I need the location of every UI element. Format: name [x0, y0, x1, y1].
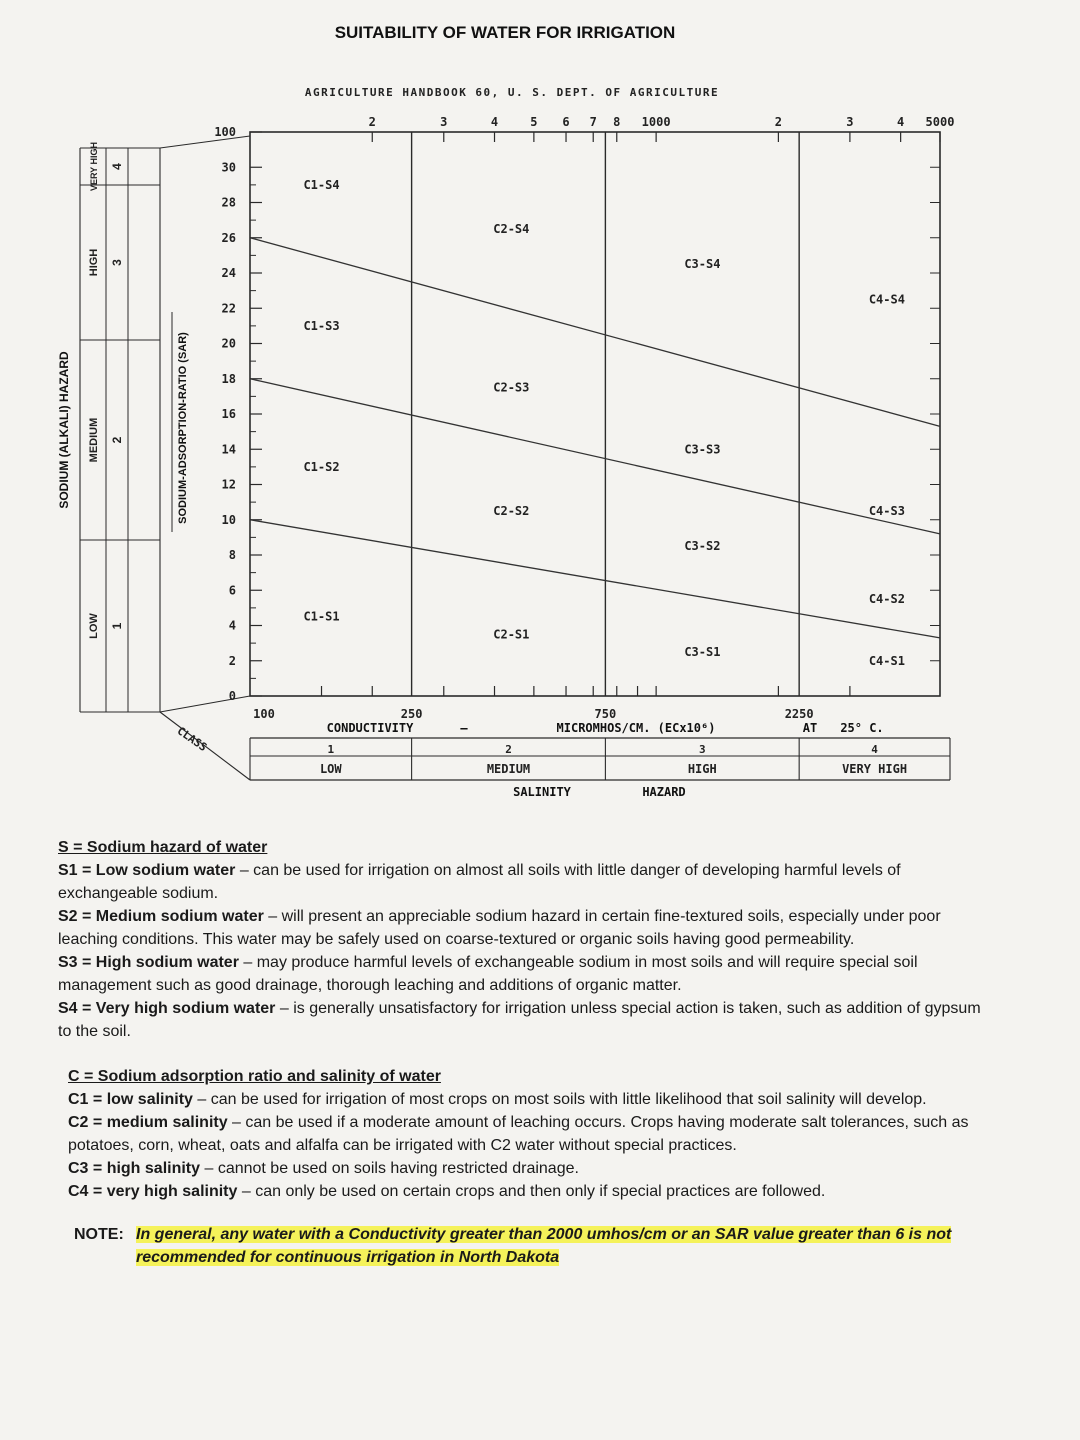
- x-top-tick-label: 3: [846, 115, 854, 129]
- x-top-tick-label: 2: [774, 115, 783, 129]
- y-axis-label: SODIUM-ADSORPTION-RATIO (SAR): [177, 332, 189, 524]
- c2-item: C2 = medium salinity – can be used if a moderate amount of leaching occurs. Crops having moderate salt tolerances, such as potatoes, corn, wheat, oats and alfalfa can be irrigated with C2 water without special practices.: [68, 1114, 969, 1154]
- x-axis-label-part: MICROMHOS/CM. (ECx10⁶): [556, 721, 716, 735]
- x-top-tick-label: 6: [562, 115, 570, 129]
- sodium-class-name: HIGH: [88, 248, 100, 277]
- y-tick-label: 10: [221, 512, 236, 527]
- y-tick-label: 4: [228, 618, 236, 633]
- x-top-tick-label: 2: [368, 115, 376, 129]
- sodium-class-name: MEDIUM: [88, 417, 100, 463]
- x-bottom-tick-label: 250: [400, 707, 423, 721]
- note: [58, 1223, 993, 1269]
- class-label: CLASS: [174, 724, 210, 754]
- x-top-tick-label: 4: [897, 115, 905, 129]
- salinity-class-number: 1: [327, 743, 335, 756]
- region-label-c3-s4: C3-S4: [684, 257, 721, 272]
- salinity-class-name: VERY HIGH: [842, 762, 908, 776]
- y-tick-label: 6: [228, 583, 236, 598]
- y-tick-label: 100: [214, 125, 236, 139]
- x-top-tick-label: 1000: [641, 115, 671, 129]
- y-tick-label: 24: [221, 266, 236, 280]
- sodium-class-name: VERY HIGH: [89, 141, 99, 192]
- note-label: NOTE:: [74, 1226, 124, 1243]
- s1-item: S1 = Low sodium water – can be used for irrigation on almost all soils with little danger of developing harmful levels of exchangeable sodium.: [58, 862, 901, 902]
- hazard-label: HAZARD: [642, 785, 686, 799]
- s4-item: S4 = Very high sodium water – is generally unsatisfactory for irrigation unless special action is taken, such as addition of gypsum to the soil.: [58, 1000, 981, 1040]
- salinity-label: SALINITY: [513, 785, 571, 799]
- x-axis-label-part: 25° C.: [840, 721, 884, 735]
- region-label-c4-s4: C4-S4: [868, 292, 905, 307]
- sodium-heading: S = Sodium hazard of water: [58, 839, 268, 856]
- sodium-class-name: LOW: [88, 613, 100, 639]
- c4-item: C4 = very high salinity – can only be used on certain crops and then only if special practices are followed.: [68, 1183, 826, 1200]
- sodium-boundary-s2-s3: [250, 379, 940, 534]
- y-tick-label: 14: [221, 442, 236, 457]
- legend-notes: [58, 836, 993, 1269]
- region-label-c2-s3: C2-S3: [493, 380, 530, 395]
- x-top-tick-label: 3: [440, 115, 448, 129]
- region-label-c4-s1: C4-S1: [868, 653, 905, 668]
- region-label-c1-s3: C1-S3: [303, 318, 340, 333]
- y-tick-label: 18: [221, 371, 236, 386]
- x-top-tick-label: 8: [613, 115, 621, 129]
- x-axis-label-part: —: [460, 721, 468, 735]
- c3-item: C3 = high salinity – cannot be used on soils having restricted drainage.: [68, 1160, 579, 1177]
- region-label-c1-s2: C1-S2: [303, 459, 340, 474]
- y-tick-label: 30: [221, 160, 236, 175]
- x-top-tick-label: 5: [530, 115, 538, 129]
- chart-subtitle: AGRICULTURE HANDBOOK 60, U. S. DEPT. OF AGRICULTURE: [304, 86, 720, 99]
- sodium-boundary-s1-s2: [250, 520, 940, 638]
- sodium-class-number: 2: [110, 436, 124, 444]
- region-label-c3-s3: C3-S3: [684, 442, 721, 457]
- sodium-hazard-label: SODIUM (ALKALI) HAZARD: [57, 351, 71, 509]
- y-tick-label: 2: [228, 653, 236, 668]
- x-axis-label-part: AT: [802, 721, 818, 735]
- region-label-c2-s1: C2-S1: [493, 627, 530, 642]
- region-label-c2-s2: C2-S2: [493, 503, 530, 518]
- salinity-class-name: MEDIUM: [486, 762, 531, 776]
- y-tick-label: 0: [228, 689, 236, 703]
- y-tick-label: 16: [221, 407, 236, 421]
- sodium-diagonal-bottom: [160, 696, 250, 712]
- x-top-tick-label: 7: [589, 115, 597, 129]
- sodium-class-number: 4: [110, 163, 124, 170]
- chart-title: SUITABILITY OF WATER FOR IRRIGATION: [334, 23, 676, 42]
- x-bottom-tick-label: 100: [253, 707, 275, 721]
- x-bottom-tick-label: 750: [594, 707, 617, 721]
- sodium-class-number: 1: [110, 622, 124, 630]
- salinity-class-number: 2: [505, 743, 512, 756]
- region-label-c1-s1: C1-S1: [303, 609, 340, 624]
- region-label-c2-s4: C2-S4: [493, 221, 530, 236]
- x-top-tick-label: 4: [490, 115, 499, 129]
- salinity-class-name: LOW: [319, 762, 342, 776]
- sodium-class-number: 3: [110, 259, 124, 266]
- salinity-heading: C = Sodium adsorption ratio and salinity of water: [68, 1068, 441, 1085]
- salinity-class-number: 3: [698, 743, 706, 756]
- region-label-c3-s2: C3-S2: [684, 539, 721, 554]
- region-label-c1-s4: C1-S4: [303, 177, 340, 192]
- sodium-boundary-s3-s4: [250, 238, 940, 427]
- y-tick-label: 8: [228, 548, 236, 562]
- plot-border: [250, 132, 940, 696]
- x-top-tick-label: 5000: [925, 115, 955, 129]
- note-text: In general, any water with a Conductivity greater than 2000 umhos/cm or an SAR value greater than 6 is not recommended for continuous irrigation in North Dakota: [136, 1226, 952, 1266]
- x-bottom-tick-label: 2250: [784, 707, 814, 721]
- region-label-c4-s3: C4-S3: [868, 503, 905, 518]
- salinity-class-number: 4: [871, 743, 878, 756]
- y-tick-label: 12: [221, 477, 236, 492]
- region-label-c4-s2: C4-S2: [868, 592, 905, 607]
- y-tick-label: 20: [221, 336, 236, 351]
- y-tick-label: 26: [221, 230, 236, 245]
- y-tick-label: 22: [221, 301, 236, 316]
- sodium-diagonal-top: [160, 136, 250, 148]
- y-tick-label: 28: [221, 195, 236, 210]
- region-label-c3-s1: C3-S1: [684, 644, 721, 659]
- s3-item: S3 = High sodium water – may produce harmful levels of exchangeable sodium in most soils and will require special soil management such as good drainage, thorough leaching and additions of organic matter.: [58, 954, 918, 994]
- salinity-class-name: HIGH: [687, 762, 717, 776]
- c1-item: C1 = low salinity – can be used for irrigation of most crops on most soils with little likelihood that soil salinity will develop.: [68, 1091, 927, 1108]
- x-axis-label-part: CONDUCTIVITY: [326, 721, 414, 735]
- s2-item: S2 = Medium sodium water – will present an appreciable sodium hazard in certain fine-textured soils, especially under poor leaching conditions. This water may be safely used on coarse-textured or organic soils having good permeability.: [58, 908, 941, 948]
